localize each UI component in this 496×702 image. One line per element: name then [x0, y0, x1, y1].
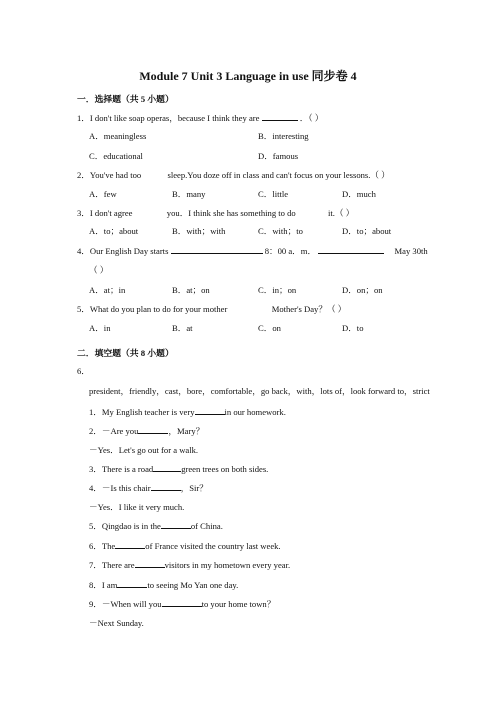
question-2	[77, 169, 390, 181]
answer-blank	[262, 112, 298, 121]
section-heading-choice: 一．选择题（共 5 小题）	[77, 94, 174, 104]
question-2-stem: 2．You've had too	[77, 170, 142, 180]
answer-blank	[151, 482, 181, 491]
option-b: B．many	[172, 189, 206, 199]
question-3-stem-mid: you．I think she has something to do	[166, 208, 296, 218]
answer-blank	[318, 245, 384, 254]
fill-item: 1．My English teacher is very in our homework.	[89, 407, 286, 417]
question-4-stem: 4．Our English Day starts	[77, 246, 169, 256]
option-b: B．with；with	[172, 226, 226, 236]
answer-blank	[171, 245, 263, 254]
question-1	[77, 112, 323, 124]
option-b: B．at；on	[172, 285, 210, 295]
fill-item: 7．There are visitors in my hometown every year.	[89, 560, 291, 570]
fill-item: －Yes．Let's go out for a walk.	[89, 445, 199, 455]
option-c: C．little	[258, 189, 289, 199]
question-1-stem-end: ．（ ）	[299, 113, 324, 123]
fill-item: 9．－When will you to your home town？	[89, 599, 276, 609]
answer-blank	[162, 598, 202, 607]
option-c: C．in；on	[258, 285, 297, 295]
option-b: B．interesting	[258, 131, 309, 141]
answer-blank	[117, 579, 147, 588]
fill-item: 4．－Is this chair ，Sir？	[89, 483, 208, 493]
answer-blank	[138, 425, 168, 434]
question-4-stem-end: May 30th	[394, 246, 428, 256]
fill-item: 6．The of France visited the country last week.	[89, 541, 281, 551]
answer-blank	[135, 559, 165, 568]
answer-blank	[115, 540, 145, 549]
option-a: A．in	[89, 323, 111, 333]
fill-item: －Next Sunday.	[89, 618, 144, 628]
fill-item: 5．Qingdao is in the of China.	[89, 521, 223, 531]
fill-item: 2．－Are you ，Mary？	[89, 426, 205, 436]
option-d: D．to；about	[342, 226, 392, 236]
section-heading-fill: 二．填空题（共 8 小题）	[77, 348, 174, 358]
answer-blank	[153, 463, 181, 472]
fill-item: 8．I am to seeing Mo Yan one day.	[89, 580, 239, 590]
answer-blank	[161, 520, 191, 529]
question-4	[77, 245, 428, 257]
option-a: A．few	[89, 189, 117, 199]
question-5	[77, 303, 346, 315]
option-d: D．on；on	[342, 285, 383, 295]
question-1-stem: 1．I don't like soap operas，because I think they are	[77, 113, 260, 123]
page-title: Module 7 Unit 3 Language in use 同步卷 4	[139, 69, 357, 83]
question-2-stem-end: sleep.You doze off in class and can't focus on your lessons.（ ）	[167, 170, 390, 180]
option-a: A．to；about	[89, 226, 139, 236]
answer-blank	[195, 406, 225, 415]
fill-item: －Yes．I like it very much.	[89, 502, 185, 512]
option-a: A．meaningless	[89, 131, 147, 141]
option-d: D．to	[342, 323, 364, 333]
option-d: D．much	[342, 189, 376, 199]
question-3-stem-end: it.（ ）	[328, 208, 355, 218]
question-3	[77, 207, 354, 219]
option-b: B．at	[172, 323, 193, 333]
fill-item: 3．There is a road green trees on both sides.	[89, 464, 269, 474]
option-a: A．at；in	[89, 285, 126, 295]
option-c: C．on	[258, 323, 281, 333]
question-3-stem: 3．I don't agree	[77, 208, 133, 218]
question-4-bracket: （ ）	[89, 265, 109, 275]
question-6-number: 6．	[77, 366, 90, 376]
question-4-stem-mid: 8：00 a．m．	[264, 246, 317, 256]
question-5-stem-end: Mother's Day？（ ）	[271, 304, 347, 314]
option-c: C．with；to	[258, 226, 303, 236]
word-bank: president，friendly，cast，bore，comfortable，go back，with，lots of，look forward to，strict	[89, 386, 430, 396]
option-d: D．famous	[258, 151, 299, 161]
option-c: C．educational	[89, 151, 143, 161]
question-5-stem: 5．What do you plan to do for your mother	[77, 304, 228, 314]
